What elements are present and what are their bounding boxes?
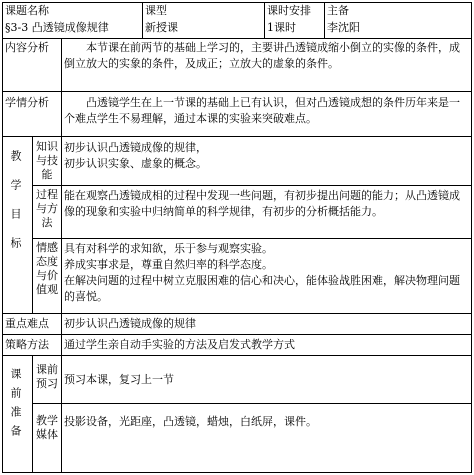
grid-line [324, 2, 325, 39]
student-analysis-label: 学情分析 [5, 96, 49, 109]
grid-line [32, 238, 472, 239]
grid-line [2, 334, 472, 335]
teaching-media-text: 投影设备，光距座，凸透镜，蜡烛，白纸屏，课件。 [64, 415, 317, 428]
lead-label: 主备 [327, 4, 349, 17]
grid-line [2, 313, 472, 314]
grid-line [61, 38, 62, 137]
grid-line [61, 136, 62, 314]
grid-line [2, 2, 3, 473]
student-analysis-text: 凸透镜学生在上一节课的基础上已有认识，但对凸透镜成想的条件历年来是一个难点学生不易理解，通过本课的实验来突破难点。 [64, 96, 460, 125]
content-analysis-text: 本节课在前两节的基础上学习的，主要讲凸透镜成缩小倒立的实像的条件，成倒立放大的实象的条件，及成正；立放大的虚象的条件。 [64, 41, 460, 70]
grid-line [61, 355, 62, 473]
grid-line [32, 185, 472, 186]
attitude-text: 具有对科学的求知欲，乐于参与观察实验。 养成实事求是，尊重自然归率的科学态度。 在解决问题的过程中树立克服困难的信心和决心，能体验战胜困难，解决物理问题的喜悦。 [64, 242, 460, 303]
process-label: 过程与方法 [36, 188, 58, 229]
process-text: 能在观察凸透镜成相的过程中发现一些问题，有初步提出问题的能力；从凸透镜成像的现象和实验中归纳简单的科学规律，有初步的分析概括能力。 [64, 189, 460, 218]
type-value: 新授课 [145, 21, 178, 34]
grid-line [142, 2, 143, 39]
student-prep-text: 预习本课，复习上一节 [64, 373, 174, 386]
hours-label: 课时安排 [267, 4, 311, 17]
grid-line [2, 355, 472, 356]
teaching-media-label: 教学媒体 [36, 414, 58, 441]
grid-line [61, 313, 62, 356]
grid-line [2, 91, 472, 92]
grid-line [2, 472, 472, 473]
type-label: 课型 [145, 4, 167, 17]
key-points-label: 重点难点 [5, 317, 49, 330]
grid-line [2, 136, 472, 137]
knowledge-label: 知识与技能 [36, 140, 58, 181]
hours-value: 1课时 [267, 21, 296, 34]
objectives-label: 教学目标 [9, 150, 22, 266]
grid-line [471, 2, 472, 473]
course-label: 课题名称 [5, 4, 49, 17]
key-points-text: 初步认识凸透镜成像的规律 [64, 317, 196, 330]
knowledge-text: 初步认识凸透镜成像的规律， 初步认识实象、虚象的概念。 [64, 141, 207, 170]
preparation-label: 课前准备 [9, 368, 22, 444]
attitude-label: 情感态度与价值观 [36, 241, 58, 296]
lead-value: 李沈阳 [327, 21, 360, 34]
grid-line [264, 2, 265, 39]
content-analysis-label: 内容分析 [5, 41, 49, 54]
student-prep-label: 课前预习 [36, 363, 58, 390]
course-value: §3-3 凸透镜成像规律 [5, 21, 109, 34]
strategy-label: 策略方法 [5, 338, 49, 351]
grid-line [2, 38, 472, 39]
strategy-text: 通过学生亲自动手实验的方法及启发式教学方式 [64, 338, 295, 351]
grid-line [32, 403, 472, 404]
